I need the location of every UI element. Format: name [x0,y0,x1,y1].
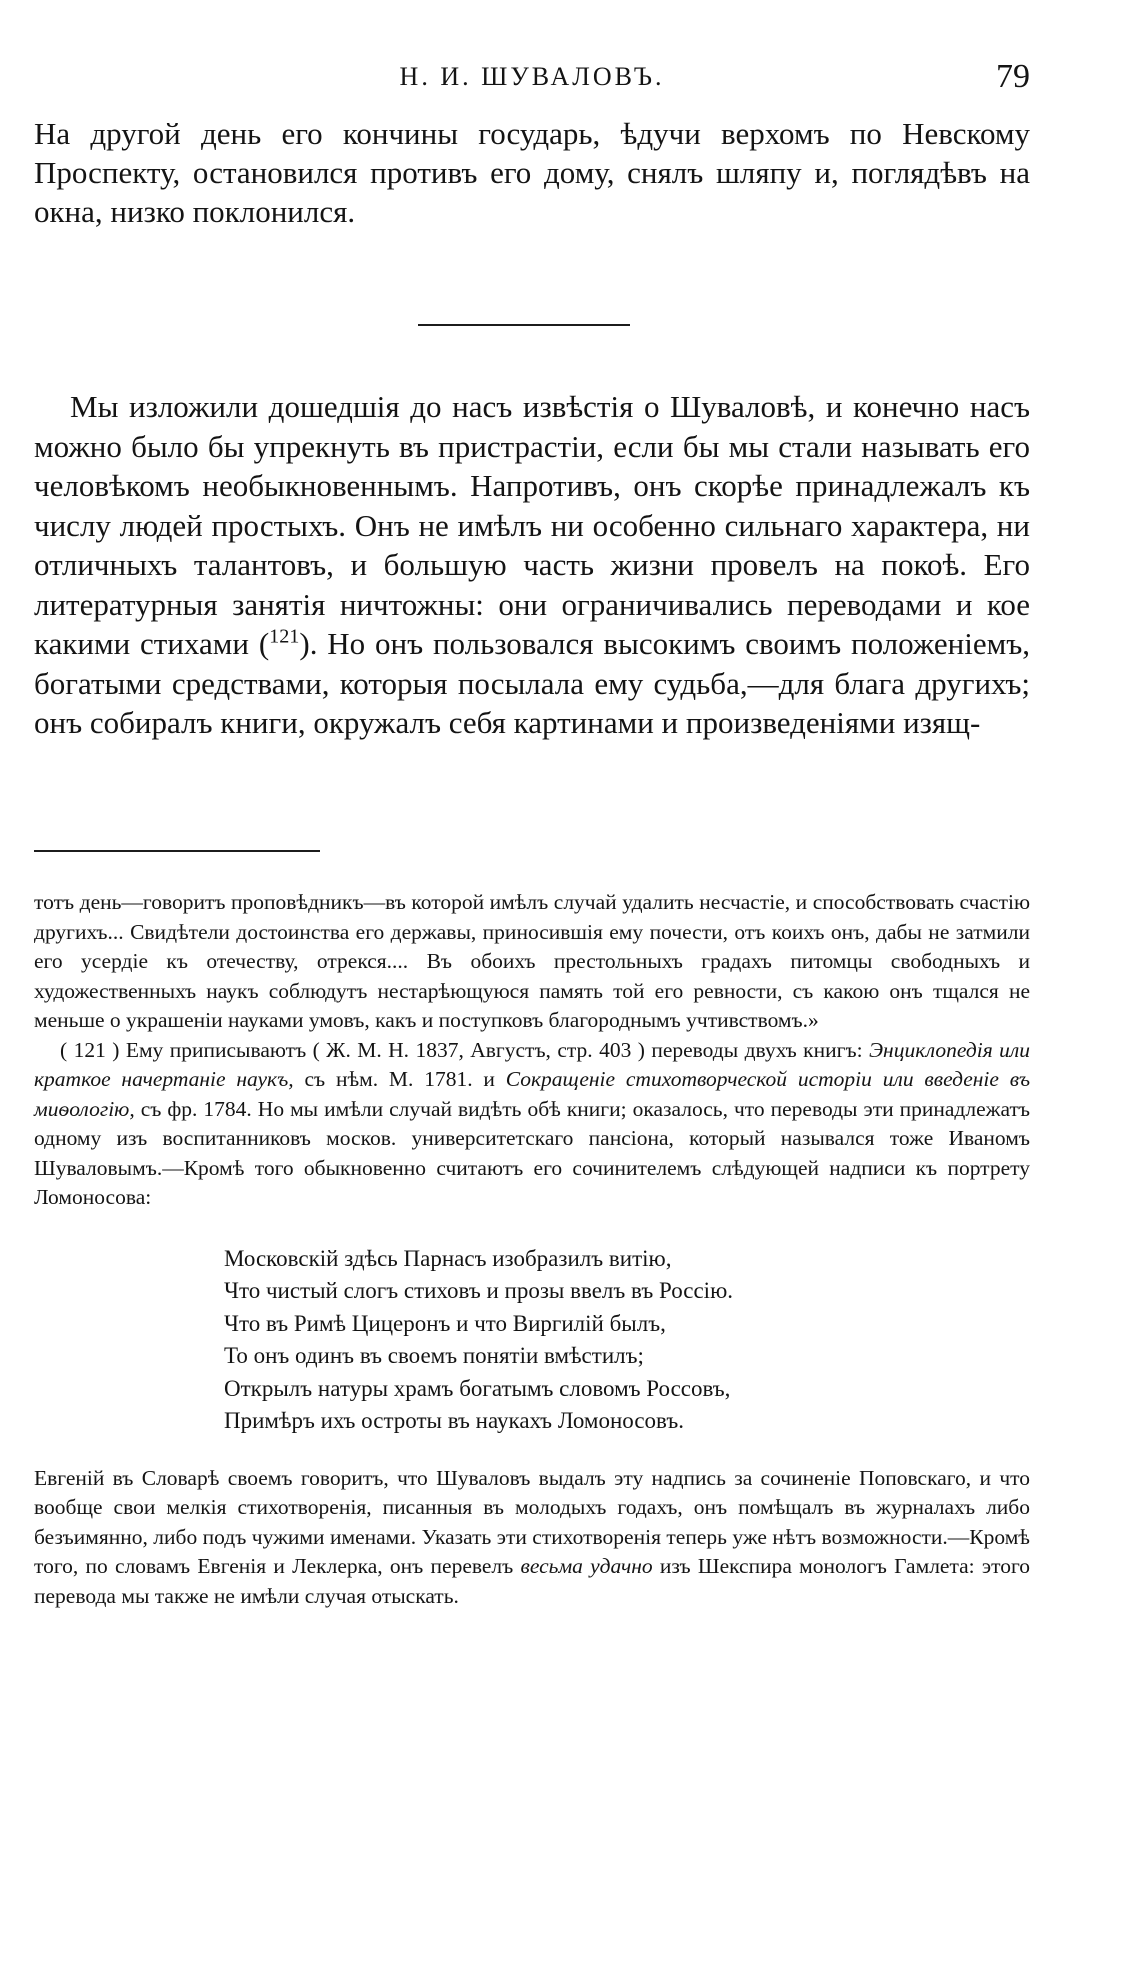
footnote-continuation: тотъ день—говоритъ проповѣдникъ—въ которой имѣлъ случай удалить несчастіе, и способствовать счастію другихъ... Свидѣтели достоинства его державы, приносившія ему почести, отъ коихъ онъ, дабы не затмили его усердіе къ отечеству, отрекся.... Въ обоихъ престольныхъ градахъ питомцы свободныхъ и художественныхъ наукъ соблюдутъ нестарѣющуюся память той его ревности, съ какою онъ тщался не меньше о украшеніи науками умовъ, какъ и поступковъ благороднымъ учтивствомъ.» [34,890,1030,1032]
footnote-121-mid: съ нѣм. М. 1781. и [293,1067,506,1091]
after-poem-text: Евгеній въ Словарѣ своемъ говоритъ, что Шуваловъ выдалъ эту надпись за сочиненіе Поповскаго, и что вообще свои мелкія стихотворенія, писанныя въ молодыхъ годахъ, онъ помѣщалъ въ журналахъ либо безъимянно, либо подъ чужими именами. Указать эти стихотворенія теперь уже нѣтъ возможности.—Кромѣ того, по словамъ Евгенія и Леклерка, онъ перевелъ [34,1465,1030,1578]
main-paragraph [34,387,1030,743]
poem-line: Что въ Римѣ Цицеронъ и что Виргилій былъ, [224,1310,666,1336]
footnotes [34,888,1030,1611]
footnote-divider [34,850,320,852]
footnote-121 [34,1036,1030,1213]
footnote-after-poem [34,1464,1030,1612]
poem-line: То онъ одинъ въ своемъ понятіи вмѣстилъ; [224,1343,644,1368]
footnote-121-rest: съ фр. 1784. Но мы имѣли случай видѣть обѣ книги; оказалось, что переводы эти принадлежатъ одному изъ воспитанниковъ москов. университетскаго пансіона, который назывался тоже Иваномъ Шуваловымъ.—Кромѣ того обыкновенно считаютъ его сочинителемъ слѣдующей надписи къ портрету Ломоносова: [34,1096,1030,1209]
running-head: Н. И. ШУВАЛОВЪ. [399,62,665,91]
poem-inscription [224,1243,1030,1438]
book-title-2: Сокращеніе стихотворческой исторіи или введеніе въ миѳологію, [34,1067,1030,1121]
after-poem-italic: весьма удачно [520,1554,653,1578]
book-title-1: Энциклопедія или краткое начертаніе наукъ, [34,1037,1030,1091]
footnote-121-lead: ( 121 ) Ему приписываютъ ( Ж. М. Н. 1837, Августъ, стр. 403 ) переводы двухъ книгъ: [60,1037,869,1062]
section-divider [418,324,630,326]
page-header [34,58,1030,102]
poem-line: Что чистый слогъ стиховъ и прозы ввелъ въ Россію. [224,1278,734,1303]
page-number: 79 [996,58,1030,95]
poem-line: Открылъ натуры храмъ богатымъ словомъ Россовъ, [224,1375,731,1401]
footnote-reference[interactable]: 121 [269,625,300,648]
poem-line: Примѣръ ихъ остроты въ наукахъ Ломоносовъ. [224,1408,684,1433]
main-paragraph-text-continued: ). Но онъ пользовался высокимъ своимъ положеніемъ, богатыми средствами, которыя посылала ему судьба,—для блага другихъ; онъ собиралъ книги, окружалъ себя картинами и произведеніями изящ- [34,626,1030,740]
poem-line: Московскій здѣсь Парнасъ изобразилъ витію, [224,1245,672,1271]
top-paragraph: На другой день его кончины государь, ѣдучи верхомъ по Невскому Проспекту, остановился противъ его дому, снялъ шляпу и, поглядѣвъ на окна, низко поклонился. [34,116,1030,229]
main-paragraph-text: Мы изложили дошедшія до насъ извѣстія о Шуваловѣ, и конечно насъ можно было бы упрекнуть въ пристрастіи, если бы мы стали называть его человѣкомъ необыкновеннымъ. Напротивъ, онъ скорѣе принадлежалъ къ числу людей простыхъ. Онъ не имѣлъ ни особенно сильнаго характера, ни отличныхъ талантовъ, и большую часть жизни провелъ на покоѣ. Его литературныя занятія ничтожны: они ограничивались переводами и кое какими стихами ( [34,389,1030,661]
after-poem-text-continued: изъ Шекспира монологъ Гамлета: этого перевода мы также не имѣли случая отыскать. [34,1554,1031,1608]
